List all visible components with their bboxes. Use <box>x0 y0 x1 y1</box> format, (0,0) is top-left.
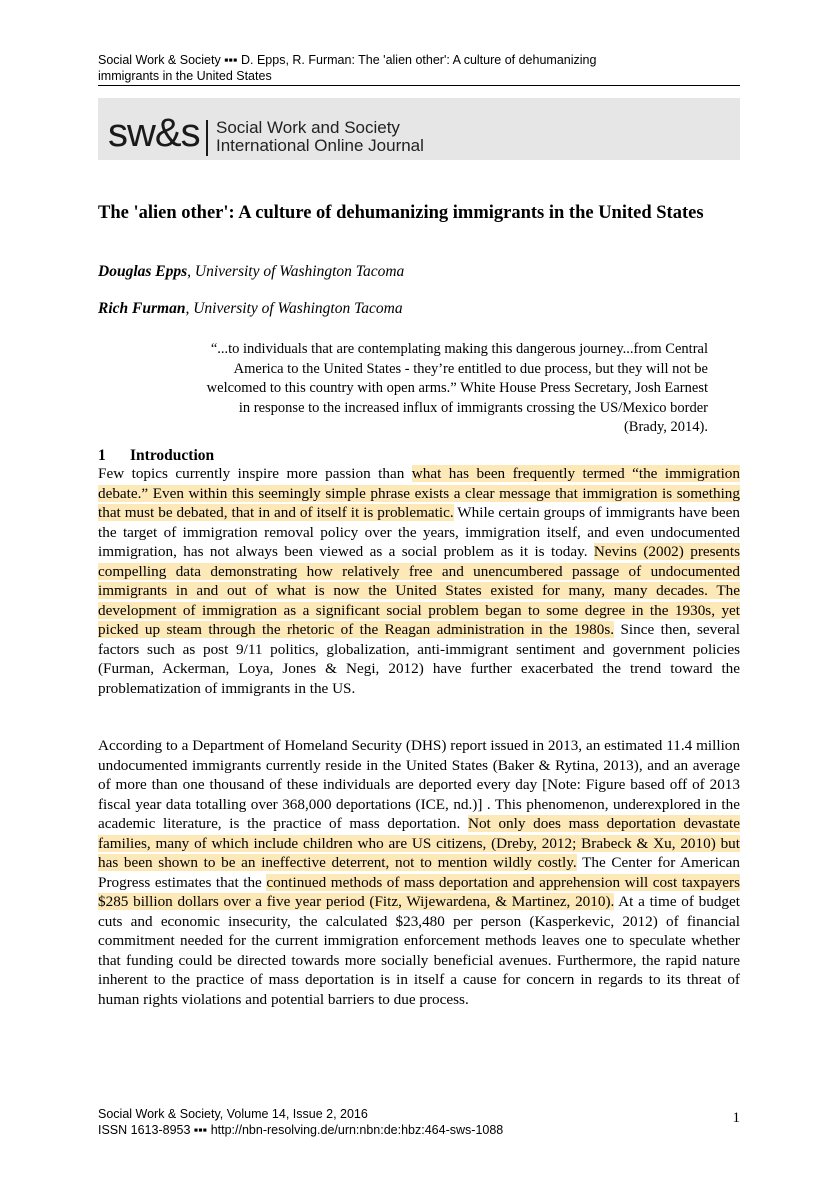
epigraph-line: (Brady, 2014). <box>623 419 708 435</box>
header-journal: Social Work & Society <box>98 53 221 67</box>
author-1-affiliation: , University of Washington Tacoma <box>187 263 405 280</box>
text-run: The Center for American Progress estimates that the <box>98 854 740 891</box>
epigraph-quote <box>140 340 708 438</box>
article-title: The 'alien other': A culture of dehumanizing immigrants in the United States <box>98 203 704 223</box>
text-run: Since then, several factors such as post 9/11 politics, globalization, anti-immigrant sentiment and government policies (Furman, Ackerman, Loya, Jones & Negi, 2012) have further exacerbated the trend toward the problematization of immigrants in the US. <box>98 621 740 697</box>
highlighted-text: Nevins (2002) presents compelling data demonstrating how relatively free and unencumbered passage of undocumented immigrants in and out of what is now the United States existed for many, many decades. The development of immigration as a significant social problem began to some degree in the 1930s, yet picked up steam through the rhetoric of the Reagan administration in the 1980s. <box>98 543 740 638</box>
page-footer <box>98 1106 740 1138</box>
footer-separator: ▪▪▪ <box>193 1123 208 1137</box>
section-title: Introduction <box>130 447 215 464</box>
journal-logo: sw&s <box>108 111 200 155</box>
epigraph-line: America to the United States - they’re entitled to due process, but they will not be <box>233 360 708 377</box>
highlighted-text: Not only does mass deportation devastate families, many of which include children who are US citizens, (Dreby, 2012; Brabeck & Xu, 2010) but has been shown to be an ineffective deterrent, not to mention wildly costly. <box>98 815 740 871</box>
footer-citation: Social Work & Society, Volume 14, Issue 2, 2016 <box>98 1107 368 1121</box>
journal-name-line-2: International Online Journal <box>216 136 424 155</box>
section-heading <box>98 446 214 465</box>
page-number: 1 <box>732 1110 740 1126</box>
journal-name-line-1: Social Work and Society <box>216 118 400 137</box>
author-2 <box>98 300 403 318</box>
highlighted-text: what has been frequently termed “the immigration debate.” Even within this seemingly simple phrase exists a clear message that immigration is something that must be debated, that in and of itself it is problematic. <box>98 465 740 521</box>
text-run: Few topics currently inspire more passion than <box>98 465 412 482</box>
epigraph-line: in response to the increased influx of immigrants crossing the US/Mexico border <box>238 399 708 416</box>
paragraph-1 <box>98 464 740 698</box>
author-2-affiliation: , University of Washington Tacoma <box>185 300 403 317</box>
paragraph-2 <box>98 736 740 1009</box>
running-header <box>98 52 740 86</box>
header-separator: ▪▪▪ <box>224 53 238 67</box>
header-article-title-cont: immigrants in the United States <box>98 69 272 83</box>
author-1-name: Douglas Epps <box>98 263 188 280</box>
header-article-title: D. Epps, R. Furman: The 'alien other': A culture of dehumanizing <box>241 53 597 67</box>
text-run: According to a Department of Homeland Security (DHS) report issued in 2013, an estimated 11.4 million undocumented immigrants currently reside in the United States (Baker & Rytina, 2013), and an average of more than one thousand of these individuals are deported every day [Note: Figure based off of 2013 fiscal year data totalling over 368,000 deportations (ICE, nd.)] . This phenomenon, underexplored in the academic literature, is the practice of mass deportation. <box>98 737 740 832</box>
author-2-name: Rich Furman <box>98 300 186 317</box>
author-1 <box>98 263 404 281</box>
footer-url[interactable]: http://nbn-resolving.de/urn:nbn:de:hbz:464-sws-1088 <box>210 1123 504 1137</box>
journal-name <box>216 119 424 155</box>
epigraph-line: “...to individuals that are contemplating making this dangerous journey...from Central <box>210 341 708 357</box>
journal-banner <box>98 98 740 160</box>
text-run: At a time of budget cuts and economic insecurity, the calculated $23,480 per person (Kasperkevic, 2012) of financial commitment needed for the current immigration enforcement methods leaves one to speculate whether that funding could be directed towards more socially beneficial avenues. Furthermore, the rapid nature inherent to the practice of mass deportation is in itself a cause for concern in regards to its threat of human rights violations and potential barriers to due process. <box>98 893 740 1008</box>
epigraph-line: welcomed to this country with open arms.” White House Press Secretary, Josh Earnest <box>206 380 708 396</box>
logo-divider <box>206 120 208 156</box>
footer-issn: ISSN 1613-8953 <box>98 1123 191 1137</box>
footer-line-2 <box>98 1122 740 1138</box>
section-number: 1 <box>98 447 106 464</box>
highlighted-text: continued methods of mass deportation and apprehension will cost taxpayers $285 billion dollars over a five year period (Fitz, Wijewardena, & Martinez, 2010). <box>98 873 740 910</box>
running-header-line-1 <box>98 52 740 68</box>
text-run: While certain groups of immigrants have been the target of immigration removal policy over the years, immigration itself, and even undocumented immigration, has not always been viewed as a social problem as it is today. <box>98 504 740 560</box>
